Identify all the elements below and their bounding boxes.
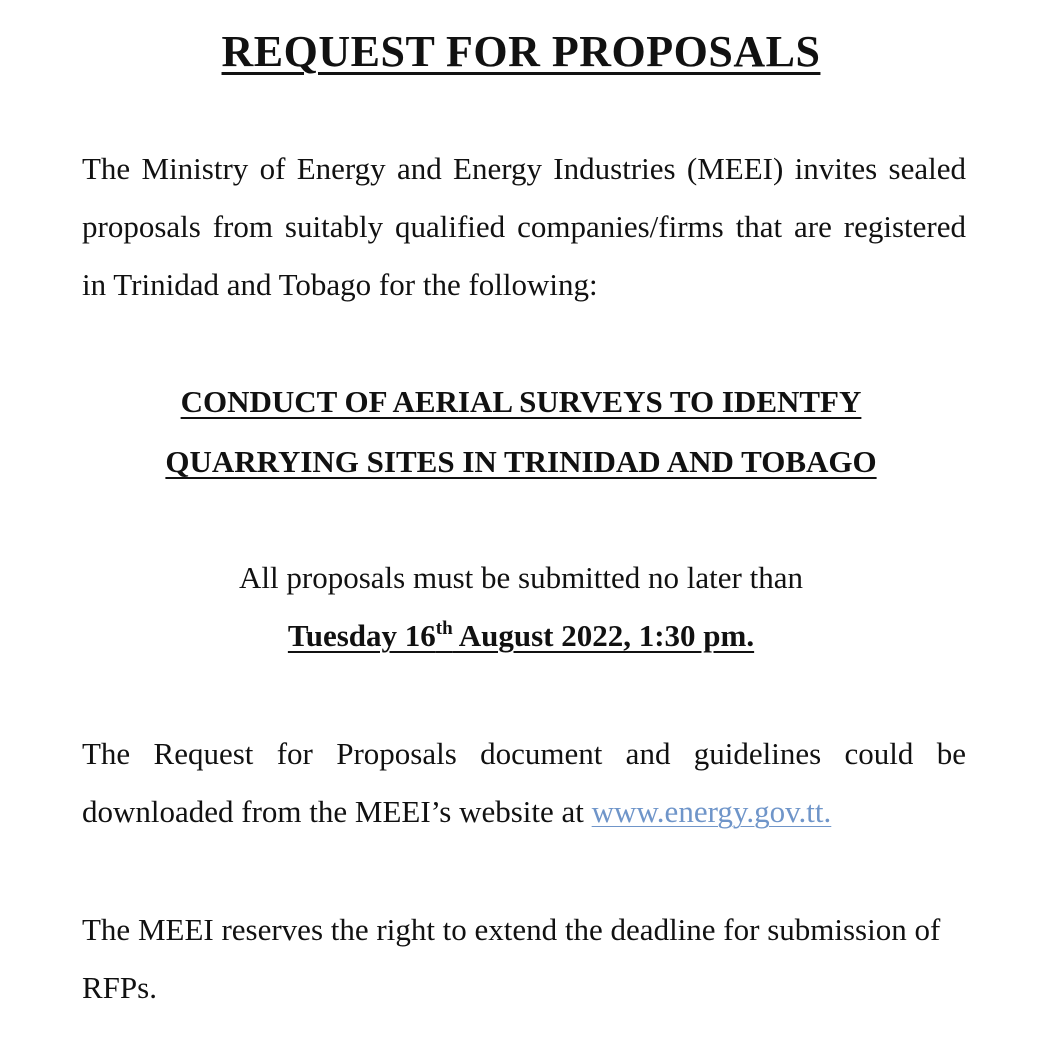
deadline-day: Tuesday 16 xyxy=(287,618,436,653)
rfp-subject-line-2 xyxy=(0,433,1042,491)
page-title: REQUEST FOR PROPOSALS xyxy=(221,27,821,76)
rfp-subject-line-1 xyxy=(0,373,1042,431)
document-download-paragraph xyxy=(82,725,966,841)
reserve-notice-paragraph: The MEEI reserves the right to extend the deadline for submission of RFPs. xyxy=(82,912,941,1005)
rfp-subject-line-1-text: CONDUCT OF AERIAL SURVEYS TO IDENTFY xyxy=(180,384,862,419)
intro-paragraph: The Ministry of Energy and Energy Industries (MEEI) invites sealed proposals from suitably qualified companies/firms that are registered in Trinidad and Tobago for the following: xyxy=(82,151,966,302)
meei-website-link[interactable]: www.energy.gov.tt. xyxy=(591,794,832,829)
document-download-text: The Request for Proposals document and guidelines could be downloaded from the MEEI’s website at xyxy=(82,736,966,829)
deadline-rest: August 2022, 1:30 pm. xyxy=(452,618,755,653)
rfp-subject-line-2-text: QUARRYING SITES IN TRINIDAD AND TOBAGO xyxy=(165,444,877,479)
deadline-intro-text: All proposals must be submitted no later than xyxy=(239,560,803,595)
deadline-date xyxy=(288,618,754,653)
submission-deadline xyxy=(0,607,1042,665)
deadline-ordinal-suffix: th xyxy=(435,618,453,639)
